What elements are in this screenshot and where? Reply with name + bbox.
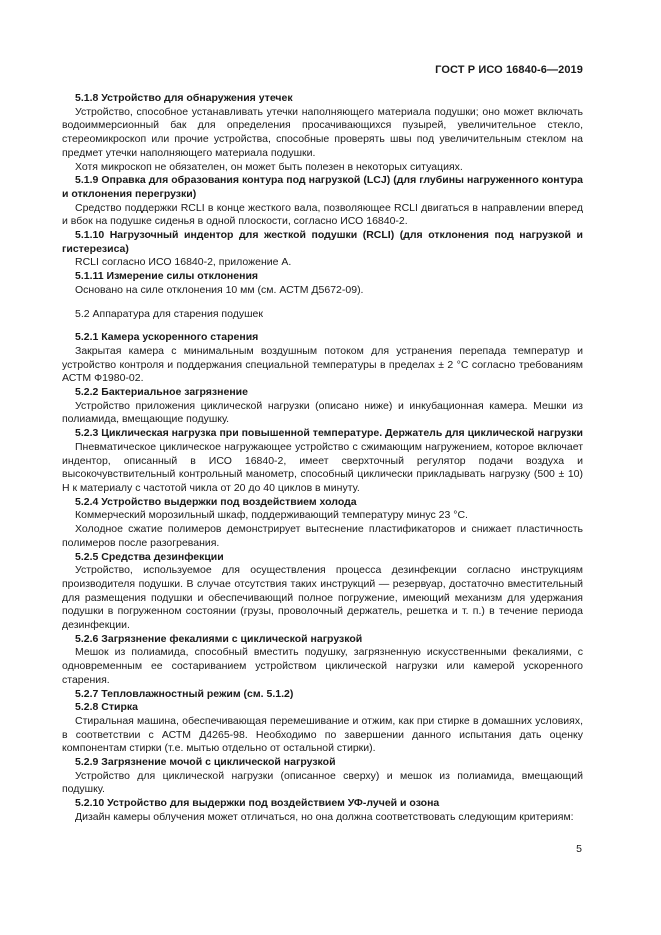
- paragraph: RCLI согласно ИСО 16840-2, приложение А.: [75, 256, 292, 269]
- paragraph: Коммерческий морозильный шкаф, поддерживающий температуру минус 23 °С.: [75, 509, 468, 522]
- document-header: ГОСТ Р ИСО 16840-6—2019: [435, 64, 583, 76]
- section-title: 5.2 Аппаратура для старения подушек: [75, 307, 263, 320]
- section-heading: 5.1.9 Оправка для образования контура под нагрузкой (LCJ) (для глубины нагруженного контура и отклонения перегрузки): [62, 174, 583, 200]
- paragraph: Устройство для циклической нагрузки (описанное сверху) и мешок из полиамида, вмещающий подушку.: [62, 769, 583, 796]
- section-heading: 5.2.7 Тепловлажностный режим (см. 5.1.2): [75, 687, 294, 700]
- paragraph: Дизайн камеры облучения может отличаться, но она должна соответствовать следующим критериям:: [75, 810, 574, 823]
- section-heading: 5.2.3 Циклическая нагрузка при повышенной температуре. Держатель для циклической нагрузки: [75, 427, 584, 440]
- paragraph: Мешок из полиамида, способный вместить подушку, загрязненную искусственными фекалиями, с одновременным ее состариванием устройством циклической нагрузки или камерой ускоренного старения.: [62, 646, 583, 686]
- paragraph: Устройство, способное устанавливать утечки наполняющего материала подушки; оно может включать водоиммерсионный бак для определения просачивающихся пузырей, увеличительное стекло, стереомикроскоп или прочие устройства, способные проверять швы под увеличительным стеклом на предмет утечки наполняющего материала подушки.: [62, 105, 583, 159]
- paragraph: Основано на силе отклонения 10 мм (см. АСТМ Д5672-09).: [75, 283, 364, 296]
- paragraph: Устройство, используемое для осуществления процесса дезинфекции согласно инструкциям производителя подушки. В случае отсутствия таких инструкций — резервуар, достаточно вместительный для размещения подушки и обеспечивающий полное погружение, имеющий механизм для удержания подушки в погруженном состоянии (грузы, проволочный держатель, решетка и т. п.) в течение периода дезинфекции.: [62, 564, 583, 632]
- paragraph: Средство поддержки RCLI в конце жесткого вала, позволяющее RCLI двигаться в направлении вперед и вбок на подушке сиденья в одной плоскости, согласно ИСО 16840-2.: [62, 201, 583, 228]
- section-heading: 5.2.10 Устройство для выдержки под воздействием УФ-лучей и озона: [75, 797, 440, 810]
- section-heading: 5.2.2 Бактериальное загрязнение: [75, 386, 248, 399]
- section-heading: 5.1.8 Устройство для обнаружения утечек: [75, 92, 293, 104]
- paragraph: Закрытая камера с минимальным воздушным потоком для устранения перепада температур и устройство контроля и поддержания специальной температуры в пределах ± 2 °С согласно требованиям АСТМ Ф1980-02.: [62, 344, 583, 385]
- section-heading: 5.2.9 Загрязнение мочой с циклической нагрузкой: [75, 756, 336, 769]
- section-heading: 5.2.6 Загрязнение фекалиями с циклической нагрузкой: [75, 632, 363, 645]
- paragraph: Устройство приложения циклической нагрузки (описано ниже) и инкубационная камера. Мешки из полиамида, вмещающие подушку.: [62, 399, 583, 426]
- section-heading: 5.2.4 Устройство выдержки под воздействием холода: [75, 495, 357, 508]
- page-number: 5: [576, 843, 582, 855]
- paragraph: Пневматическое циклическое нагружающее устройство с сжимающим нагружением, которое включает индентор, описанный в ИСО 16840-2, имеет сверхточный регулятор подачи воздуха и высокочувствительный контрольный манометр, способный циклически прикладывать нагрузку (500 ± 10) Н к материалу с частотой чикла от 20 до 40 циклов в минуту.: [62, 440, 583, 494]
- section-heading: 5.1.10 Нагрузочный индентор для жесткой подушки (RCLI) (для отклонения под нагрузкой и гистерезиса): [62, 229, 583, 255]
- section-heading: 5.1.11 Измерение силы отклонения: [75, 270, 259, 283]
- section-heading: 5.2.1 Камера ускоренного старения: [75, 331, 259, 344]
- section-heading: 5.2.5 Средства дезинфекции: [75, 550, 224, 563]
- paragraph: Стиральная машина, обеспечивающая перемешивание и отжим, как при стирке в домашних условиях, в соответствии с АСТМ Д4265-98. Необходимо по завершении данного испытания дать оценку компонентам стирки (т.е. мытью отдельно от остальной стирки).: [62, 714, 583, 755]
- section-heading: 5.2.8 Стирка: [75, 701, 138, 714]
- paragraph: Хотя микроскоп не обязателен, он может быть полезен в некоторых ситуациях.: [75, 160, 463, 173]
- paragraph: Холодное сжатие полимеров демонстрирует вытеснение пластификаторов и снижает пластичность полимеров после разогревания.: [62, 523, 583, 549]
- document-body: [62, 92, 583, 825]
